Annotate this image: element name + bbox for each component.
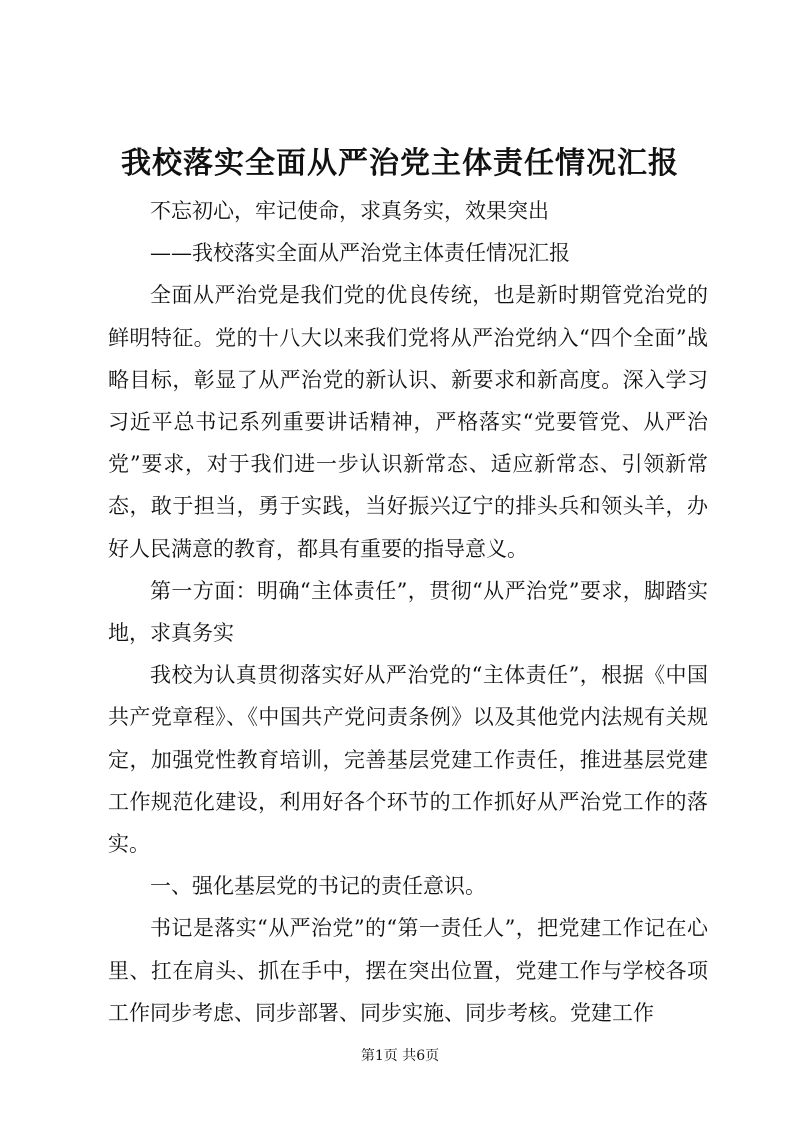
page-number-footer: 第1页 共6页 [360, 1048, 440, 1064]
document-body [108, 190, 708, 1034]
body-paragraph: 全面从严治党是我们党的优良传统，也是新时期管党治党的鲜明特征。党的十八大以来我们党将从严治党纳入“四个全面”战略目标，彰显了从严治党的新认识、新要求和新高度。深入学习习近平总书记系列重要讲话精神，严格落实“党要管党、从严治党”要求，对于我们进一步认识新常态、适应新常态、引领新常态，敢于担当，勇于实践，当好振兴辽宁的排头兵和领头羊，办好人民满意的教育，都具有重要的指导意义。 [108, 283, 708, 561]
body-paragraph: 我校为认真贯彻落实好从严治党的“主体责任”，根据《中国共产党章程》、《中国共产党问责条例》以及其他党内法规有关规定，加强党性教育培训，完善基层党建工作责任，推进基层党建工作规范化建设，利用好各个环节的工作抓好从严治党工作的落实。 [108, 663, 708, 857]
subsection-heading: 一、强化基层党的书记的责任意识。 [150, 874, 486, 899]
body-paragraph: 书记是落实“从严治党”的“第一责任人”，把党建工作记在心里、扛在肩头、抓在手中，摆在突出位置，党建工作与学校各项工作同步考虑、同步部署、同步实施、同步考核。党建工作 [108, 916, 708, 1025]
section-heading: 第一方面：明确“主体责任”，贯彻“从严治党”要求，脚踏实地，求真务实 [108, 578, 708, 646]
subtitle-line: 不忘初心，牢记使命，求真务实，效果突出 [150, 199, 549, 223]
subtitle-attribution: ——我校落实全面从严治党主体责任情况汇报 [150, 241, 570, 266]
document-title: 我校落实全面从严治党主体责任情况汇报 [121, 146, 679, 181]
